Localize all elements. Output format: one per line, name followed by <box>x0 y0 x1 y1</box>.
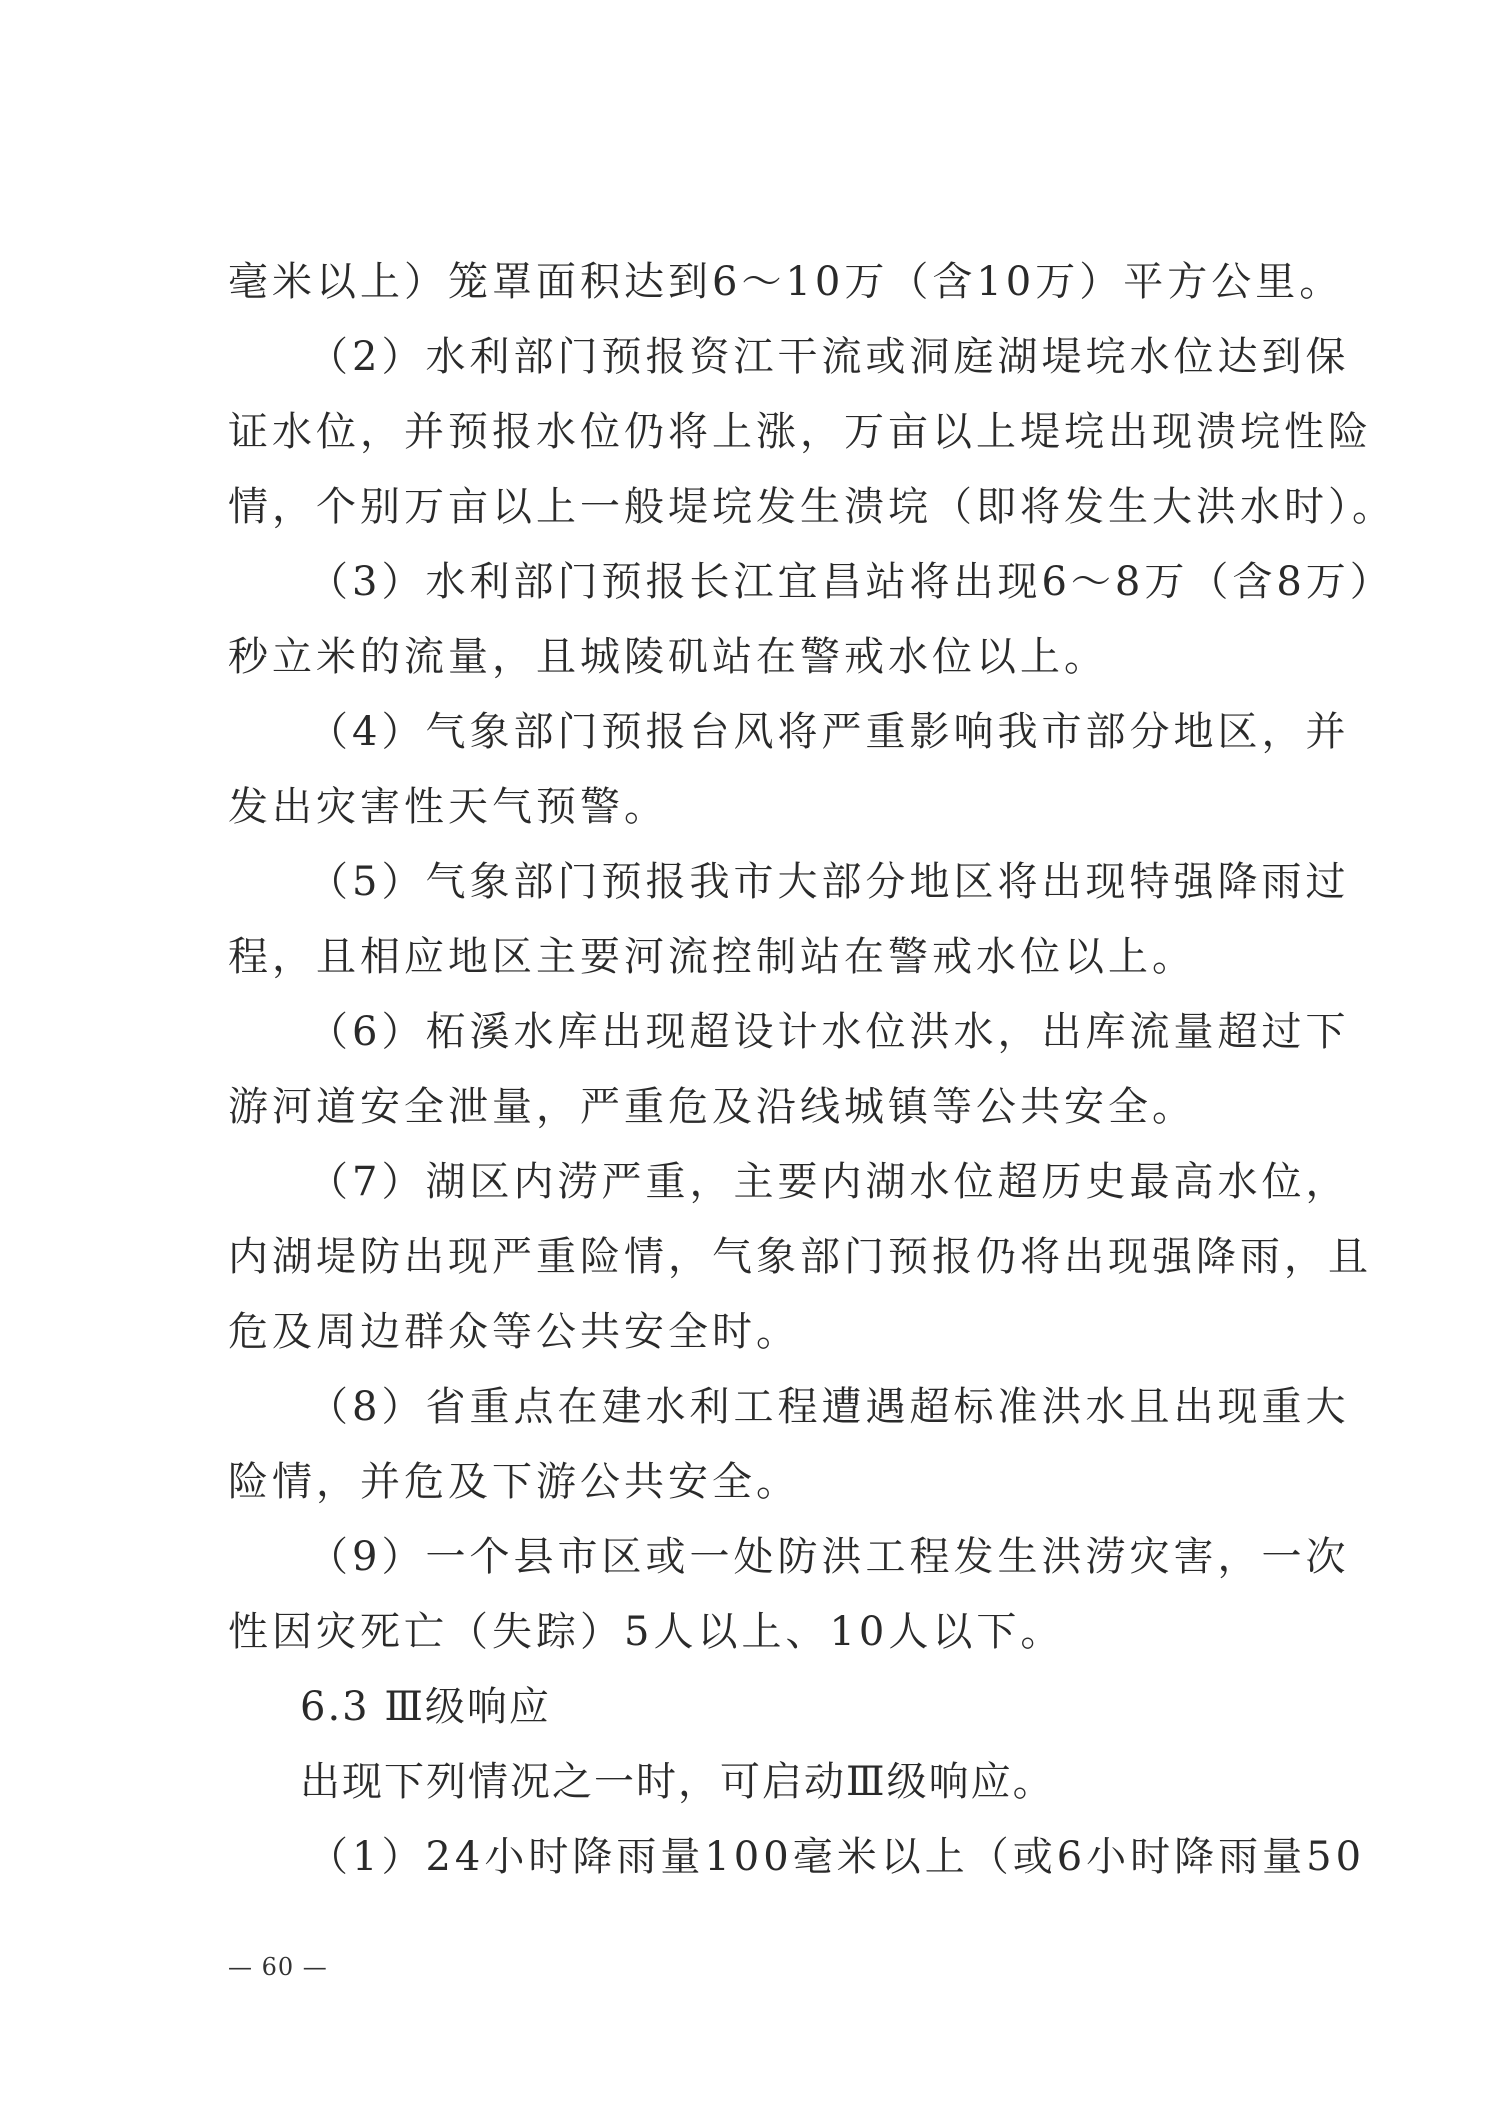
body-line: 危及周边群众等公共安全时。 <box>228 1309 800 1355</box>
body-line: 游河道安全泄量，严重危及沿线城镇等公共安全。 <box>228 1084 1196 1130</box>
body-line: （6）柘溪水库出现超设计水位洪水，出库流量超过下 <box>308 1009 1350 1055</box>
body-line: 毫米以上）笼罩面积达到6～10万（含10万）平方公里。 <box>228 259 1344 305</box>
body-line: 证水位，并预报水位仍将上涨，万亩以上堤垸出现溃垸性险 <box>228 409 1372 455</box>
body-line: （7）湖区内涝严重，主要内湖水位超历史最高水位， <box>308 1159 1350 1205</box>
body-line: （8）省重点在建水利工程遭遇超标准洪水且出现重大 <box>308 1384 1350 1430</box>
body-line: 发出灾害性天气预警。 <box>228 784 668 830</box>
body-line: 性因灾死亡（失踪）5人以上、10人以下。 <box>228 1609 1065 1655</box>
page-number: — 60 — <box>228 1953 328 1981</box>
body-line: 险情，并危及下游公共安全。 <box>228 1459 800 1505</box>
body-line: （3）水利部门预报长江宜昌站将出现6～8万（含8万） <box>308 559 1394 605</box>
body-line: 程，且相应地区主要河流控制站在警戒水位以上。 <box>228 934 1196 980</box>
body-line: （9）一个县市区或一处防洪工程发生洪涝灾害，一次 <box>308 1534 1350 1580</box>
body-line: （5）气象部门预报我市大部分地区将出现特强降雨过 <box>308 859 1350 905</box>
body-line: 内湖堤防出现严重险情，气象部门预报仍将出现强降雨，且 <box>228 1234 1372 1280</box>
section-heading: 6.3 Ⅲ级响应 <box>300 1684 551 1730</box>
body-line: （4）气象部门预报台风将严重影响我市部分地区，并 <box>308 709 1350 755</box>
body-line: 情，个别万亩以上一般堤垸发生溃垸（即将发生大洪水时）。 <box>228 484 1396 530</box>
body-line: 秒立米的流量，且城陵矶站在警戒水位以上。 <box>228 634 1108 680</box>
body-line: （1）24小时降雨量100毫米以上（或6小时降雨量50 <box>308 1834 1366 1880</box>
body-line: 出现下列情况之一时，可启动Ⅲ级响应。 <box>300 1759 1055 1805</box>
body-line: （2）水利部门预报资江干流或洞庭湖堤垸水位达到保 <box>308 334 1350 380</box>
